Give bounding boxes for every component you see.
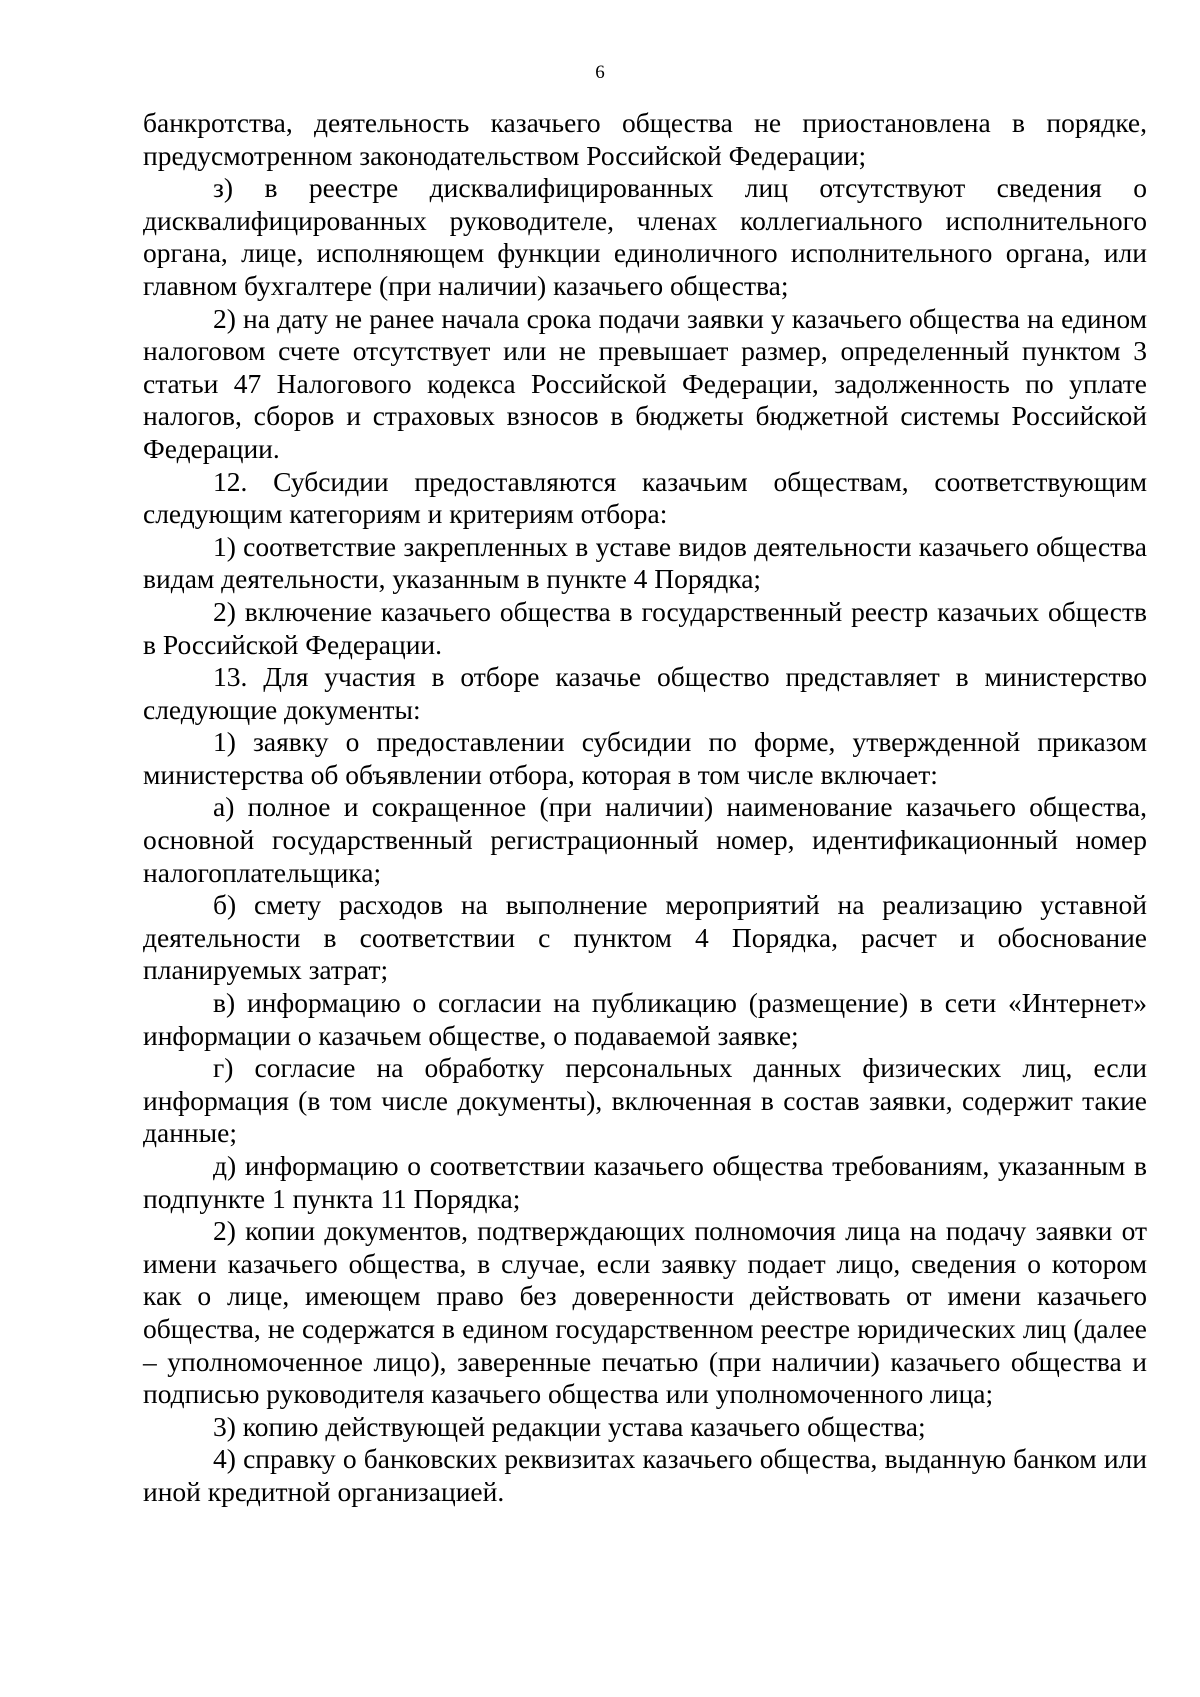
paragraph-13-1-a-name: а) полное и сокращенное (при наличии) наименование казачьего общества, основной государственный регистрационный номер, идентификационный номер налогоплательщика; [143, 791, 1147, 888]
paragraph-13-1-v-publication: в) информацию о согласии на публикацию (размещение) в сети «Интернет» информации о казачьем обществе, о подаваемой заявке; [143, 987, 1147, 1051]
paragraph-13-documents: 13. Для участия в отборе казачье общество представляет в министерство следующие документы: [143, 661, 1147, 725]
paragraph-3-disqualified-registry: з) в реестре дисквалифицированных лиц отсутствуют сведения о дисквалифицированных руководителе, членах коллегиального исполнительного органа, лице, исполняющем функции единоличного исполнительного органа, или главном бухгалтере (при наличии) казачьего общества; [143, 172, 1147, 301]
paragraph-13-1-g-personal-data: г) согласие на обработку персональных данных физических лиц, если информация (в том числе документы), включенная в состав заявки, содержит такие данные; [143, 1052, 1147, 1149]
paragraph-13-1-application: 1) заявку о предоставлении субсидии по форме, утвержденной приказом министерства об объявлении отбора, которая в том числе включает: [143, 726, 1147, 790]
page-number: 6 [595, 62, 605, 83]
paragraph-13-3-charter-copy: 3) копию действующей редакции устава казачьего общества; [213, 1410, 926, 1442]
paragraph-2-tax-debt: 2) на дату не ранее начала срока подачи заявки у казачьего общества на едином налоговом счете отсутствует или не превышает размер, определенный пунктом 3 статьи 47 Налогового кодекса Российской Федерации, задолженность по уплате налогов, сборов и страховых взносов в бюджеты бюджетной системы Российской Федерации. [143, 302, 1147, 464]
paragraph-12-categories: 12. Субсидии предоставляются казачьим обществам, соответствующим следующим категориям и критериям отбора: [143, 465, 1147, 530]
paragraph-13-1-d-requirements: д) информацию о соответствии казачьего общества требованиям, указанным в подпункте 1 пункта 11 Порядка; [143, 1150, 1147, 1214]
paragraph-12-2-state-registry: 2) включение казачьего общества в государственный реестр казачьих обществ в Российской Федерации. [143, 595, 1147, 660]
paragraph-12-1-activity-match: 1) соответствие закрепленных в уставе видов деятельности казачьего общества видам деятельности, указанным в пункте 4 Порядка; [143, 530, 1147, 595]
document-body [143, 107, 1147, 1509]
paragraph-13-1-b-estimate: б) смету расходов на выполнение мероприятий на реализацию уставной деятельности в соответствии с пунктом 4 Порядка, расчет и обоснование планируемых затрат; [143, 889, 1147, 986]
paragraph-13-2-authority-copies: 2) копии документов, подтверждающих полномочия лица на подачу заявки от имени казачьего общества, в случае, если заявку подает лицо, сведения о котором как о лице, имеющем право без доверенности действовать от имени казачьего общества, не содержатся в едином государственном реестре юридических лиц (далее – уполномоченное лицо), заверенные печатью (при наличии) казачьего общества и подписью руководителя казачьего общества или уполномоченного лица; [143, 1215, 1147, 1410]
paragraph-bankruptcy-continuation: банкротства, деятельность казачьего общества не приостановлена в порядке, предусмотренном законодательством Российской Федерации; [143, 107, 1147, 171]
paragraph-13-4-bank-details: 4) справку о банковских реквизитах казачьего общества, выданную банком или иной кредитной организацией. [143, 1443, 1147, 1507]
